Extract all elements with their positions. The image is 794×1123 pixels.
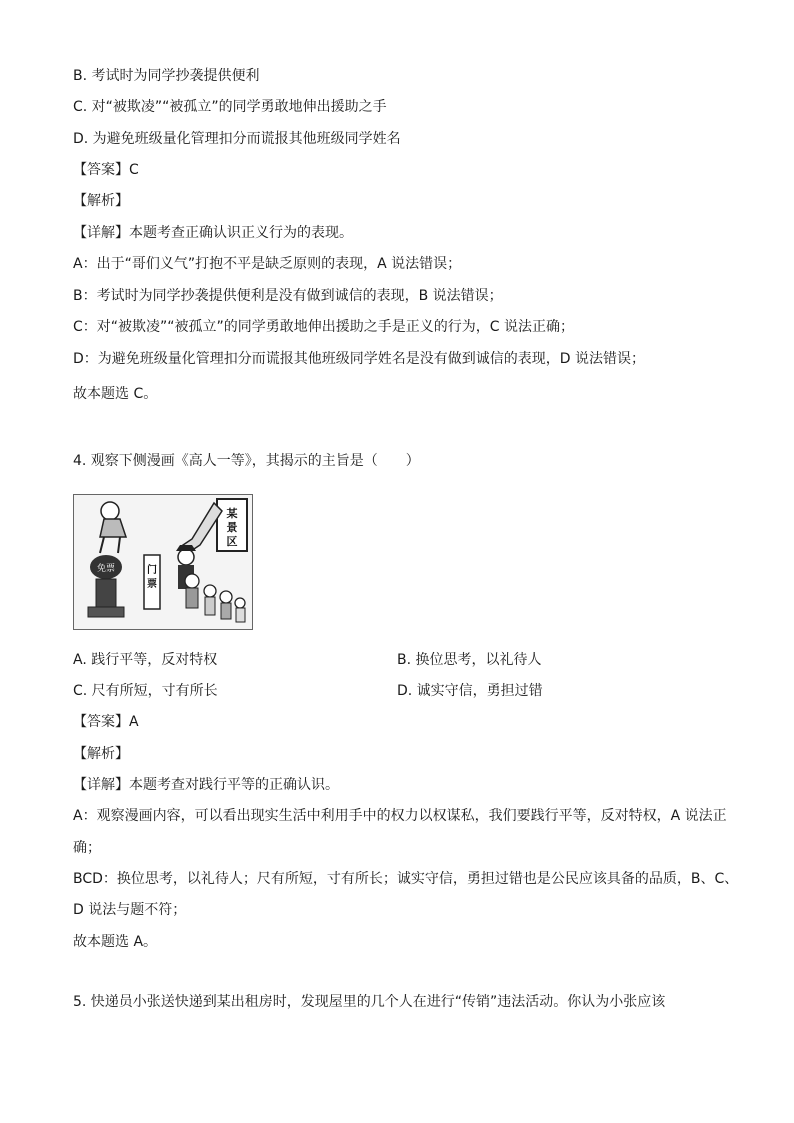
q3-answer: 【答案】C [73, 162, 139, 178]
q4-answer: 【答案】A [73, 714, 139, 730]
sign-char-3: 区 [226, 535, 238, 548]
q4-stem: 4. 观察下侧漫画《高人一等》，其揭示的主旨是（ ） [73, 453, 420, 469]
q4-analysis-heading: 【解析】 [73, 746, 129, 762]
q3-explain-c: C：对“被欺凌”“被孤立”的同学勇敢地伸出援助之手是正义的行为，C 说法正确； [73, 319, 575, 335]
free-stamp-text: 免票 [96, 564, 116, 574]
q4-option-a: A. 践行平等，反对特权 [73, 652, 218, 668]
q4-conclusion: 故本题选 A。 [73, 934, 158, 950]
q3-option-c: C. 对“被欺凌”“被孤立”的同学勇敢地伸出援助之手 [73, 99, 387, 115]
sign-char-1: 某 [226, 507, 238, 520]
q4-option-c: C. 尺有所短，寸有所长 [73, 683, 218, 699]
q4-explain-bcd-line2: D 说法与题不符； [73, 902, 187, 918]
ticket-char-1: 门 [147, 565, 157, 576]
q4-cartoon-image [73, 494, 253, 630]
q3-option-d: D. 为避免班级量化管理扣分而谎报其他班级同学姓名 [73, 131, 401, 147]
q4-explain-bcd-line1: BCD：换位思考，以礼待人；尺有所短，寸有所长；诚实守信，勇担过错也是公民应该具备的品质，B、C、 [73, 871, 739, 887]
ticket-char-2: 票 [147, 579, 157, 590]
q3-detail: 【详解】本题考查正确认识正义行为的表现。 [73, 225, 353, 241]
q4-detail: 【详解】本题考查对践行平等的正确认识。 [73, 777, 339, 793]
q4-option-d: D. 诚实守信，勇担过错 [397, 683, 543, 699]
q5-stem: 5. 快递员小张送快递到某出租房时，发现屋里的几个人在进行“传销”违法活动。你认为小张应该 [73, 994, 666, 1010]
q3-option-b: B. 考试时为同学抄袭提供便利 [73, 68, 260, 84]
q3-analysis-heading: 【解析】 [73, 193, 129, 209]
cartoon-drawing [74, 495, 252, 629]
q3-explain-a: A：出于“哥们义气”打抱不平是缺乏原则的表现，A 说法错误； [73, 256, 462, 272]
q4-explain-a-line1: A：观察漫画内容，可以看出现实生活中利用手中的权力以权谋私，我们要践行平等，反对特权，A 说法正 [73, 808, 727, 824]
q3-explain-d: D：为避免班级量化管理扣分而谎报其他班级同学姓名是没有做到诚信的表现，D 说法错误； [73, 351, 646, 367]
q4-explain-a-line2: 确； [73, 840, 101, 856]
q3-conclusion: 故本题选 C。 [73, 386, 158, 402]
sign-char-2: 景 [226, 521, 238, 534]
q4-option-b: B. 换位思考，以礼待人 [397, 652, 542, 668]
q3-explain-b: B：考试时为同学抄袭提供便利是没有做到诚信的表现，B 说法错误； [73, 288, 503, 304]
